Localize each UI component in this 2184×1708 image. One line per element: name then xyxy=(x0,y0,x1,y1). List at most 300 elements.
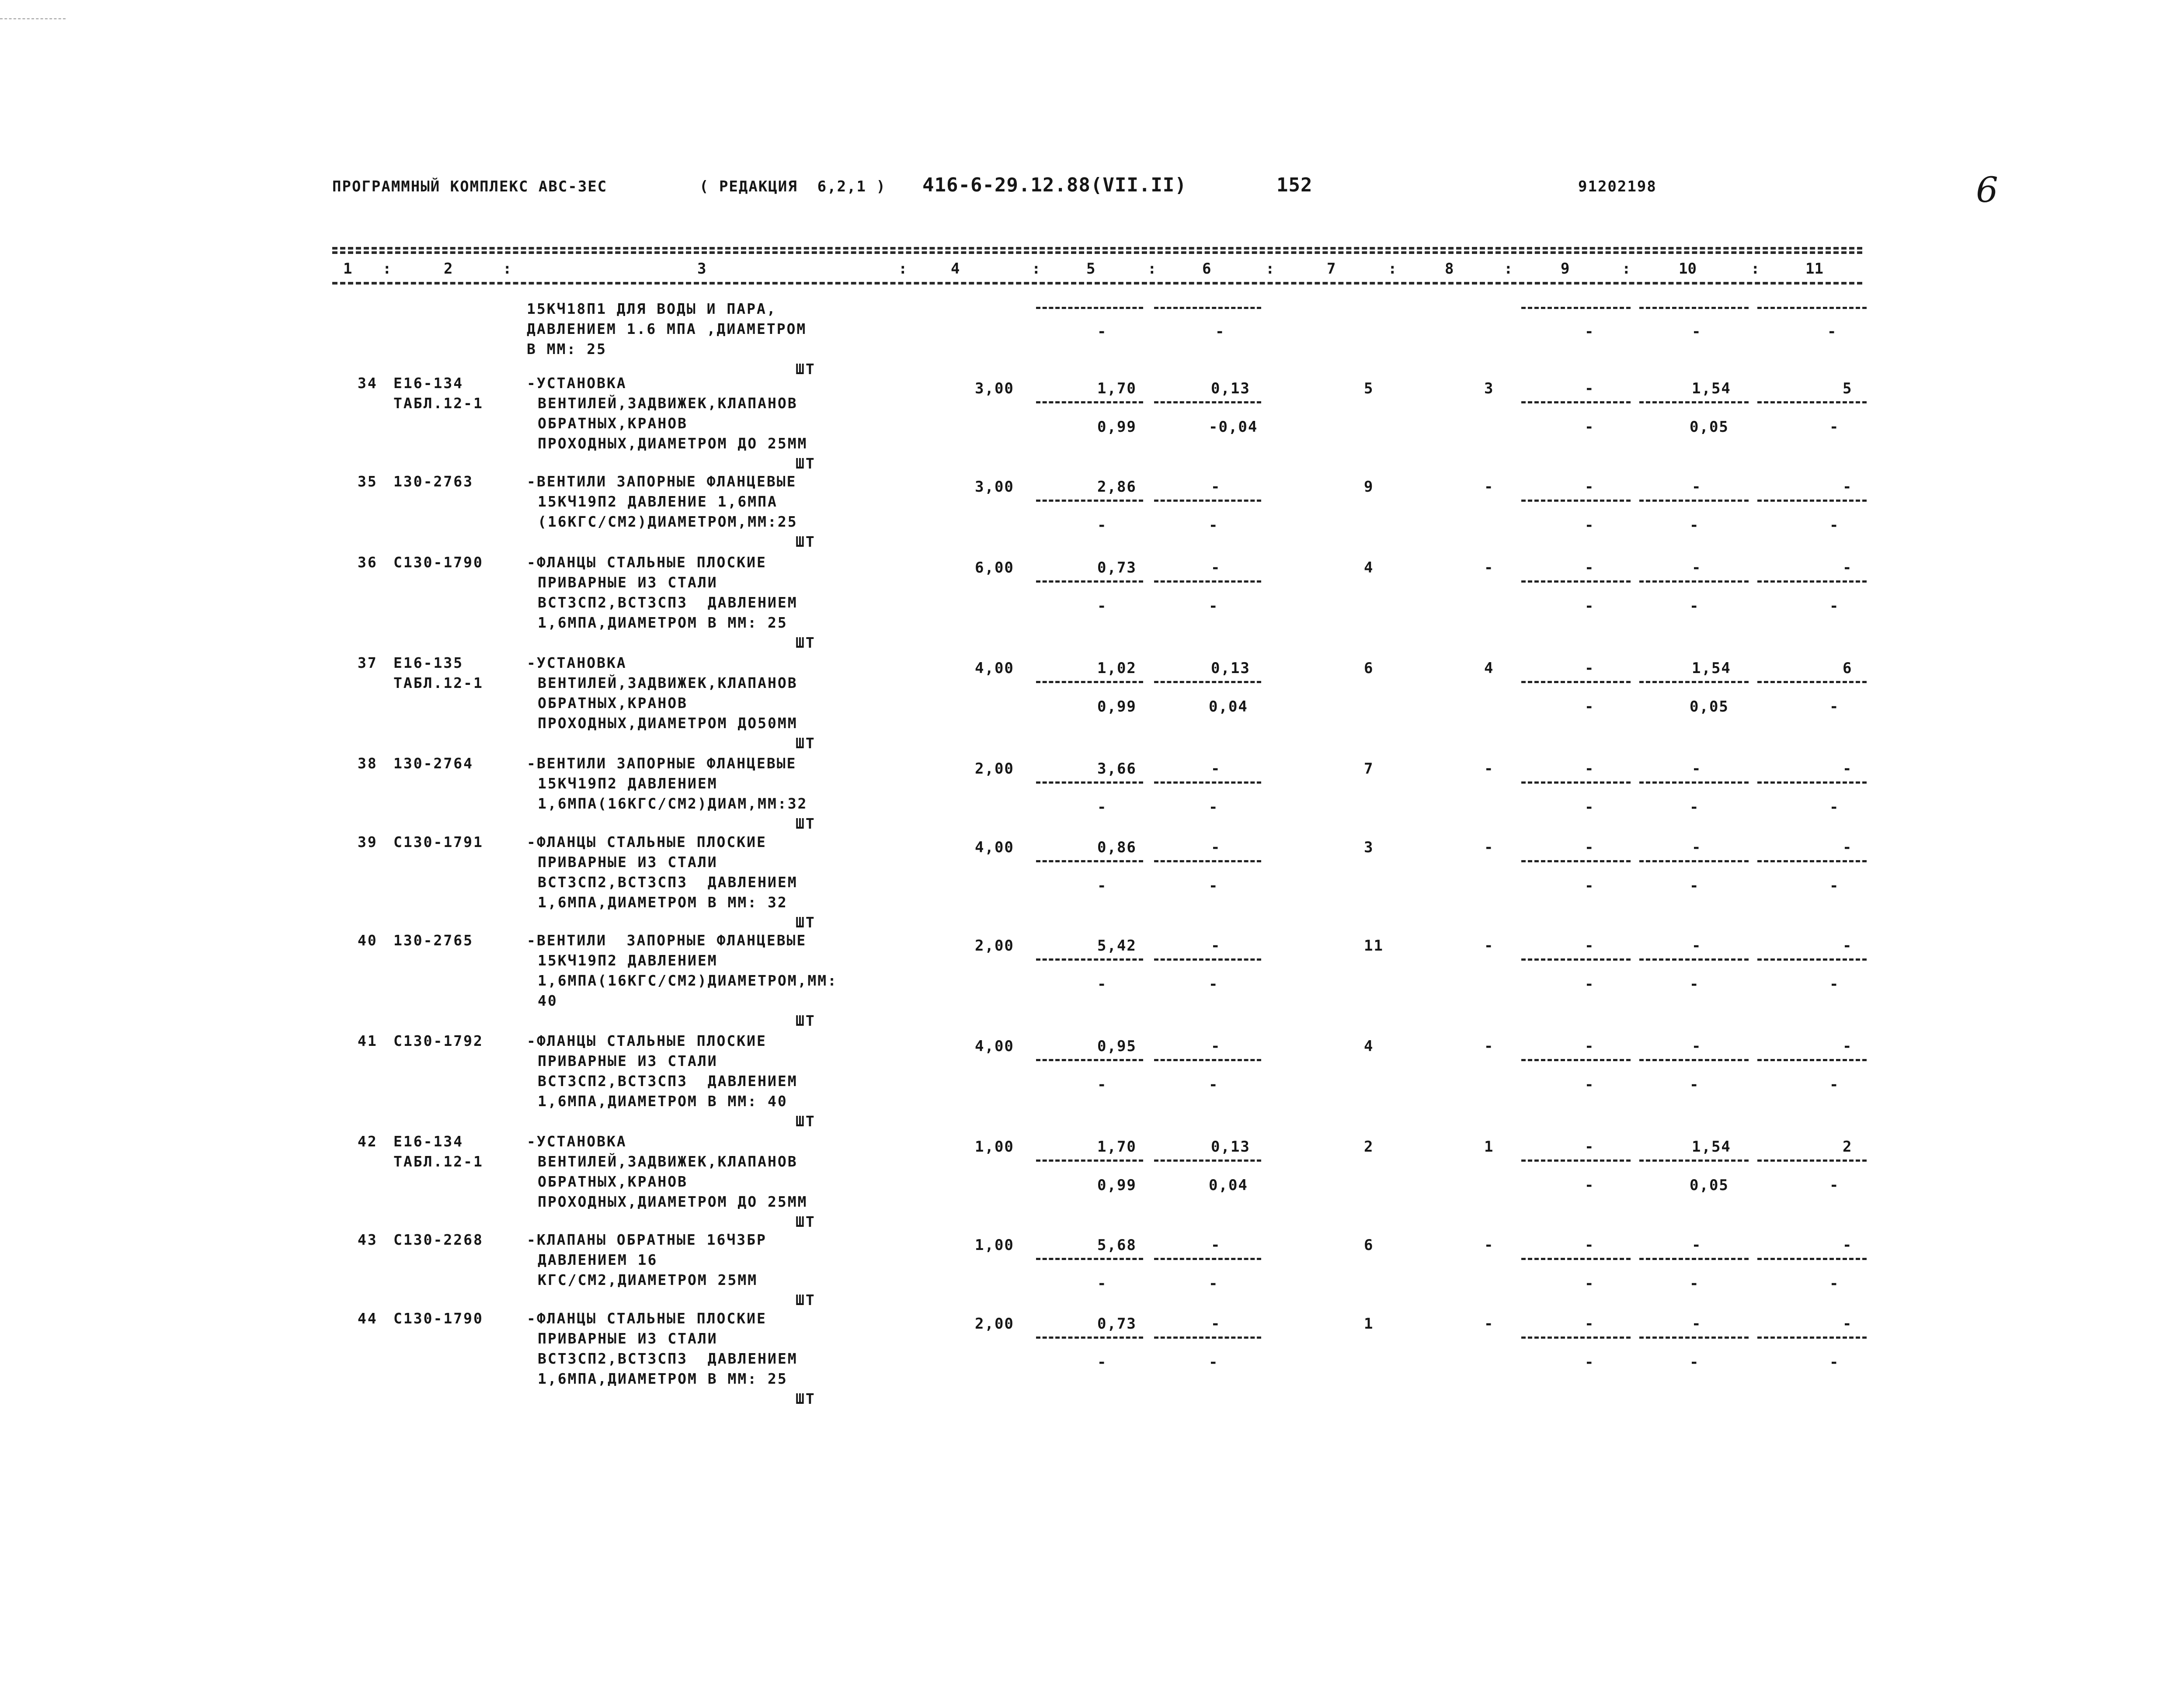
cell-value: 0,13 xyxy=(1211,660,1250,677)
cell-value: - xyxy=(1585,839,1595,856)
cell-value: - xyxy=(1692,839,1702,856)
unit-label: ШТ xyxy=(796,815,816,832)
cell-value: - xyxy=(1843,478,1853,496)
cell-value: 0,13 xyxy=(1211,1138,1250,1156)
subtotal-dash-line xyxy=(1521,860,1631,862)
subtotal-dash-line xyxy=(1036,307,1143,309)
cell-value: -0,04 xyxy=(1209,418,1258,436)
cell-value: - xyxy=(1585,559,1595,576)
subtotal-dash-line xyxy=(1154,401,1261,403)
document-code: 91202198 xyxy=(1578,178,1657,195)
cell-value: - xyxy=(1585,1038,1595,1055)
price-code: С130-1791 xyxy=(393,833,483,851)
cell-value: - xyxy=(1829,1354,1840,1371)
subtotal-dash-line xyxy=(1757,1159,1867,1162)
column-separator: : xyxy=(1032,260,1041,278)
item-description-line: ВЕНТИЛЕЙ,ЗАДВИЖЕК,КЛАПАНОВ xyxy=(538,395,798,412)
cell-value: - xyxy=(1097,1076,1107,1094)
cell-value: - xyxy=(1585,478,1595,496)
column-separator: : xyxy=(898,260,908,278)
unit-label: ШТ xyxy=(796,455,816,472)
item-description-line: 1,6МПА,ДИАМЕТРОМ В ММ: 32 xyxy=(538,894,788,911)
item-description-line: ШТ xyxy=(796,361,816,378)
column-number: 6 xyxy=(1202,260,1211,278)
subtotal-dash-line xyxy=(1639,401,1749,403)
cell-value: 6 xyxy=(1843,660,1853,677)
item-number: 42 xyxy=(358,1133,378,1150)
item-description-line: 1,6МПА(16КГС/СМ2)ДИАМЕТРОМ,ММ: xyxy=(538,972,838,989)
cell-value: 0,99 xyxy=(1097,418,1137,436)
cell-value: - xyxy=(1690,877,1700,895)
header-rule-bottom xyxy=(332,282,1862,285)
cell-value: - xyxy=(1692,1038,1702,1055)
subtotal-dash-line xyxy=(1154,1159,1261,1162)
quantity-cell: 2,00 xyxy=(975,760,1014,778)
cell-value: - xyxy=(1211,559,1221,576)
column-number: 9 xyxy=(1561,260,1570,278)
cell-value: - xyxy=(1209,798,1219,816)
cell-value: - xyxy=(1209,1275,1219,1292)
cell-value: 2,86 xyxy=(1097,478,1137,496)
subtotal-dash-line xyxy=(1757,781,1867,784)
cell-value: - xyxy=(1097,1275,1107,1292)
cell-value: 0,73 xyxy=(1097,559,1137,576)
quantity-cell: 4,00 xyxy=(975,660,1014,677)
edition-label: ( РЕДАКЦИЯ 6,2,1 ) xyxy=(699,178,886,195)
item-description-line: ПРОХОДНЫХ,ДИАМЕТРОМ ДО50ММ xyxy=(538,715,798,732)
item-number: 40 xyxy=(358,932,378,949)
cell-value: 5,42 xyxy=(1097,937,1137,955)
cell-value: 1,70 xyxy=(1097,380,1137,397)
header-rule-top-2 xyxy=(332,251,1862,254)
item-description-line: -УСТАНОВКА xyxy=(527,654,627,671)
price-code: С130-2268 xyxy=(393,1231,483,1248)
column-number: 10 xyxy=(1679,260,1697,278)
cell-value: - xyxy=(1843,1236,1853,1254)
subtotal-dash-line xyxy=(1036,401,1143,403)
cell-value: 0,99 xyxy=(1097,698,1137,715)
cell-value: 5 xyxy=(1364,380,1374,397)
sheet-mark: 6 xyxy=(1976,170,1998,210)
column-number: 4 xyxy=(951,260,960,278)
cell-value: - xyxy=(1690,976,1700,993)
column-separator: : xyxy=(1388,260,1397,278)
item-description-line: 15КЧ19П2 ДАВЛЕНИЕ 1,6МПА xyxy=(538,493,778,510)
subtotal-dash-line xyxy=(1757,1337,1867,1339)
cell-value: - xyxy=(1484,478,1494,496)
item-description-line: -ФЛАНЦЫ СТАЛЬНЫЕ ПЛОСКИЕ xyxy=(527,1310,767,1327)
column-number: 3 xyxy=(697,260,706,278)
subtotal-dash-line xyxy=(1154,958,1261,961)
subtotal-dash-line xyxy=(1757,1059,1867,1061)
subtotal-dash-line xyxy=(1757,580,1867,583)
price-code: С130-1792 xyxy=(393,1032,483,1049)
subtotal-dash-line xyxy=(1757,958,1867,961)
cell-value: 0,04 xyxy=(1209,698,1248,715)
cell-value: 3 xyxy=(1364,839,1374,856)
item-description-line: ПРИВАРНЫЕ ИЗ СТАЛИ xyxy=(538,854,718,871)
cell-value: - xyxy=(1585,976,1595,993)
cell-value: 3,66 xyxy=(1097,760,1137,778)
quantity-cell: 4,00 xyxy=(975,839,1014,856)
item-number: 36 xyxy=(358,554,378,571)
subtotal-dash-line xyxy=(1521,1059,1631,1061)
cell-value: - xyxy=(1585,1315,1595,1333)
item-description-line: ОБРАТНЫХ,КРАНОВ xyxy=(538,694,688,712)
subtotal-dash-line xyxy=(1036,580,1143,583)
subtotal-dash-line xyxy=(1757,307,1867,309)
subtotal-dash-line xyxy=(1521,500,1631,502)
subtotal-dash-line xyxy=(1521,681,1631,683)
unit-label: ШТ xyxy=(796,1113,816,1130)
cell-value: 4 xyxy=(1364,559,1374,576)
header-rule-top xyxy=(332,247,1862,250)
cell-value: - xyxy=(1692,1236,1702,1254)
quantity-cell: 3,00 xyxy=(975,478,1014,496)
cell-value: - xyxy=(1692,478,1702,496)
subtotal-dash-line xyxy=(1521,1258,1631,1260)
cell-value: - xyxy=(1484,1236,1494,1254)
column-number: 7 xyxy=(1327,260,1336,278)
item-description-line: -УСТАНОВКА xyxy=(527,375,627,392)
cell-value: 1,54 xyxy=(1692,660,1731,677)
item-number: 43 xyxy=(358,1231,378,1248)
item-description-line: (16КГС/СМ2)ДИАМЕТРОМ,ММ:25 xyxy=(538,513,798,530)
cell-value: 0,73 xyxy=(1097,1315,1137,1333)
cell-value: - xyxy=(1692,323,1702,340)
subtotal-dash-line xyxy=(1639,781,1749,784)
cell-value: 4 xyxy=(1484,660,1494,677)
cell-value: - xyxy=(1843,1315,1853,1333)
item-description-line: 1,6МПА(16КГС/СМ2)ДИАМ,ММ:32 xyxy=(538,795,808,812)
item-description-line: 40 xyxy=(538,992,558,1009)
cell-value: 0,99 xyxy=(1097,1177,1137,1194)
cell-value: 1,70 xyxy=(1097,1138,1137,1156)
cell-value: - xyxy=(1484,839,1494,856)
cell-value: - xyxy=(1690,1354,1700,1371)
price-code: Е16-134 xyxy=(393,1133,464,1150)
item-description-line: ПРИВАРНЫЕ ИЗ СТАЛИ xyxy=(538,1052,718,1069)
cell-value: - xyxy=(1211,1236,1221,1254)
cell-value: 1,54 xyxy=(1692,1138,1731,1156)
cell-value: - xyxy=(1209,877,1219,895)
quantity-cell: 1,00 xyxy=(975,1138,1014,1156)
item-description-line: В ММ: 25 xyxy=(527,340,607,358)
item-number: 39 xyxy=(358,833,378,851)
item-description-line: ПРОХОДНЫХ,ДИАМЕТРОМ ДО 25ММ xyxy=(538,1193,808,1210)
cell-value: 1,54 xyxy=(1692,380,1731,397)
column-separator: : xyxy=(383,260,392,278)
cell-value: - xyxy=(1585,877,1595,895)
subtotal-dash-line xyxy=(1521,307,1631,309)
item-description-line: 1,6МПА,ДИАМЕТРОМ В ММ: 40 xyxy=(538,1093,788,1110)
project-number: 416-6-29.12.88(VII.II) xyxy=(922,174,1187,196)
subtotal-dash-line xyxy=(1639,1159,1749,1162)
subtotal-dash-line xyxy=(1521,781,1631,784)
cell-value: - xyxy=(1585,323,1595,340)
item-description-line: 15КЧ19П2 ДАВЛЕНИЕМ xyxy=(538,775,718,792)
price-code: 130-2764 xyxy=(393,755,473,772)
cell-value: - xyxy=(1692,559,1702,576)
item-description-line: -КЛАПАНЫ ОБРАТНЫЕ 16Ч3БР xyxy=(527,1231,767,1248)
cell-value: - xyxy=(1829,698,1840,715)
quantity-cell: 6,00 xyxy=(975,559,1014,576)
cell-value: - xyxy=(1209,597,1219,615)
cell-value: 9 xyxy=(1364,478,1374,496)
subtotal-dash-line xyxy=(1639,307,1749,309)
cell-value: - xyxy=(1211,1315,1221,1333)
cell-value: 0,86 xyxy=(1097,839,1137,856)
cell-value: - xyxy=(1690,798,1700,816)
subtotal-dash-line xyxy=(1521,580,1631,583)
item-description-line: -ФЛАНЦЫ СТАЛЬНЫЕ ПЛОСКИЕ xyxy=(527,1032,767,1049)
subtotal-dash-line xyxy=(1154,681,1261,683)
unit-label: ШТ xyxy=(796,914,816,931)
item-description-line: -УСТАНОВКА xyxy=(527,1133,627,1150)
cell-value: - xyxy=(1829,798,1840,816)
subtotal-dash-line xyxy=(1757,401,1867,403)
subtotal-dash-line xyxy=(1639,580,1749,583)
item-description-line: ПРОХОДНЫХ,ДИАМЕТРОМ ДО 25ММ xyxy=(538,435,808,452)
cell-value: 6 xyxy=(1364,1236,1374,1254)
cell-value: - xyxy=(1097,877,1107,895)
quantity-cell: 4,00 xyxy=(975,1038,1014,1055)
subtotal-dash-line xyxy=(1154,781,1261,784)
cell-value: - xyxy=(1829,877,1840,895)
cell-value: 1,02 xyxy=(1097,660,1137,677)
subtotal-dash-line xyxy=(1757,1258,1867,1260)
cell-value: - xyxy=(1690,1275,1700,1292)
subtotal-dash-line xyxy=(1036,1337,1143,1339)
cell-value: - xyxy=(1484,1038,1494,1055)
subtotal-dash-line xyxy=(1757,681,1867,683)
quantity-cell: 2,00 xyxy=(975,1315,1014,1333)
subtotal-dash-line xyxy=(1521,1159,1631,1162)
scan-edge-mark xyxy=(0,18,66,19)
cell-value: - xyxy=(1829,517,1840,534)
subtotal-dash-line xyxy=(1639,958,1749,961)
cell-value: - xyxy=(1097,323,1107,340)
item-number: 34 xyxy=(358,375,378,392)
column-separator: : xyxy=(1622,260,1631,278)
subtotal-dash-line xyxy=(1154,1337,1261,1339)
cell-value: 6 xyxy=(1364,660,1374,677)
cell-value: - xyxy=(1211,760,1221,778)
subtotal-dash-line xyxy=(1154,860,1261,862)
subtotal-dash-line xyxy=(1154,580,1261,583)
subtotal-dash-line xyxy=(1154,307,1261,309)
price-code: ТАБЛ.12-1 xyxy=(393,1153,483,1170)
cell-value: - xyxy=(1843,559,1853,576)
item-description-line: ВСТ3СП2,ВСТ3СП3 ДАВЛЕНИЕМ xyxy=(538,1350,798,1367)
item-description-line: ВЕНТИЛЕЙ,ЗАДВИЖЕК,КЛАПАНОВ xyxy=(538,674,798,691)
cell-value: - xyxy=(1829,1177,1840,1194)
cell-value: - xyxy=(1585,1177,1595,1194)
unit-label: ШТ xyxy=(796,1012,816,1029)
subtotal-dash-line xyxy=(1154,500,1261,502)
cell-value: - xyxy=(1484,1315,1494,1333)
column-number: 11 xyxy=(1805,260,1823,278)
subtotal-dash-line xyxy=(1757,500,1867,502)
cell-value: - xyxy=(1209,1354,1219,1371)
item-description-line: ВЕНТИЛЕЙ,ЗАДВИЖЕК,КЛАПАНОВ xyxy=(538,1153,798,1170)
cell-value: - xyxy=(1097,1354,1107,1371)
cell-value: - xyxy=(1585,798,1595,816)
item-description-line: КГС/СМ2,ДИАМЕТРОМ 25ММ xyxy=(538,1271,758,1288)
subtotal-dash-line xyxy=(1036,681,1143,683)
price-code: С130-1790 xyxy=(393,1310,483,1327)
subtotal-dash-line xyxy=(1036,860,1143,862)
column-number: 2 xyxy=(444,260,453,278)
item-description-line: -ВЕНТИЛИ ЗАПОРНЫЕ ФЛАНЦЕВЫЕ xyxy=(527,755,797,772)
item-number: 38 xyxy=(358,755,378,772)
cell-value: - xyxy=(1692,1315,1702,1333)
cell-value: - xyxy=(1829,418,1840,436)
cell-value: - xyxy=(1829,1076,1840,1094)
cell-value: - xyxy=(1484,937,1494,955)
cell-value: - xyxy=(1829,597,1840,615)
cell-value: 3 xyxy=(1484,380,1494,397)
cell-value: - xyxy=(1585,597,1595,615)
cell-value: - xyxy=(1585,418,1595,436)
item-description-line: ОБРАТНЫХ,КРАНОВ xyxy=(538,1173,688,1190)
item-description-line: 1,6МПА,ДИАМЕТРОМ В ММ: 25 xyxy=(538,1370,788,1387)
unit-label: ШТ xyxy=(796,1291,816,1309)
subtotal-dash-line xyxy=(1036,958,1143,961)
cell-value: - xyxy=(1585,760,1595,778)
column-separator: : xyxy=(1266,260,1275,278)
cell-value: - xyxy=(1690,597,1700,615)
cell-value: - xyxy=(1692,760,1702,778)
item-description-line: -ФЛАНЦЫ СТАЛЬНЫЕ ПЛОСКИЕ xyxy=(527,833,767,851)
price-code: ТАБЛ.12-1 xyxy=(393,395,483,412)
item-description-line: ВСТ3СП2,ВСТ3СП3 ДАВЛЕНИЕМ xyxy=(538,874,798,891)
cell-value: - xyxy=(1585,937,1595,955)
column-number: 8 xyxy=(1445,260,1454,278)
quantity-cell: 2,00 xyxy=(975,937,1014,955)
subtotal-dash-line xyxy=(1639,681,1749,683)
cell-value: - xyxy=(1829,976,1840,993)
cell-value: 4 xyxy=(1364,1038,1374,1055)
item-description-line: ВСТ3СП2,ВСТ3СП3 ДАВЛЕНИЕМ xyxy=(538,594,798,611)
subtotal-dash-line xyxy=(1639,860,1749,862)
cell-value: - xyxy=(1690,517,1700,534)
cell-value: - xyxy=(1690,1076,1700,1094)
cell-value: - xyxy=(1209,517,1219,534)
column-separator: : xyxy=(1148,260,1157,278)
cell-value: 7 xyxy=(1364,760,1374,778)
subtotal-dash-line xyxy=(1639,1337,1749,1339)
cell-value: - xyxy=(1209,976,1219,993)
column-separator: : xyxy=(1751,260,1760,278)
cell-value: - xyxy=(1209,1076,1219,1094)
cell-value: - xyxy=(1211,839,1221,856)
cell-value: 2 xyxy=(1364,1138,1374,1156)
item-description-line: 1,6МПА,ДИАМЕТРОМ В ММ: 25 xyxy=(538,614,788,631)
item-description-line: ВСТ3СП2,ВСТ3СП3 ДАВЛЕНИЕМ xyxy=(538,1073,798,1090)
cell-value: - xyxy=(1097,798,1107,816)
column-separator: : xyxy=(503,260,512,278)
column-separator: : xyxy=(1504,260,1513,278)
cell-value: 0,04 xyxy=(1209,1177,1248,1194)
cell-value: - xyxy=(1829,1275,1840,1292)
subtotal-dash-line xyxy=(1521,1337,1631,1339)
unit-label: ШТ xyxy=(796,533,816,550)
subtotal-dash-line xyxy=(1521,401,1631,403)
item-description-line: ПРИВАРНЫЕ ИЗ СТАЛИ xyxy=(538,1330,718,1347)
cell-value: 11 xyxy=(1364,937,1384,955)
item-number: 44 xyxy=(358,1310,378,1327)
price-code: 130-2765 xyxy=(393,932,473,949)
cell-value: 1 xyxy=(1484,1138,1494,1156)
cell-value: - xyxy=(1211,937,1221,955)
item-number: 41 xyxy=(358,1032,378,1049)
item-description-line: -ВЕНТИЛИ ЗАПОРНЫЕ ФЛАНЦЕВЫЕ xyxy=(527,932,807,949)
cell-value: - xyxy=(1585,1076,1595,1094)
item-number: 35 xyxy=(358,473,378,490)
cell-value: - xyxy=(1585,1138,1595,1156)
cell-value: - xyxy=(1211,478,1221,496)
subtotal-dash-line xyxy=(1154,1258,1261,1260)
cell-value: 2 xyxy=(1843,1138,1853,1156)
item-description-line: ОБРАТНЫХ,КРАНОВ xyxy=(538,415,688,432)
cell-value: 5 xyxy=(1843,380,1853,397)
cell-value: 0,05 xyxy=(1690,1177,1729,1194)
cell-value: - xyxy=(1097,976,1107,993)
subtotal-dash-line xyxy=(1154,1059,1261,1061)
cell-value: - xyxy=(1585,1354,1595,1371)
cell-value: - xyxy=(1585,1275,1595,1292)
subtotal-dash-line xyxy=(1639,500,1749,502)
cell-value: 0,05 xyxy=(1690,698,1729,715)
subtotal-dash-line xyxy=(1639,1258,1749,1260)
unit-label: ШТ xyxy=(796,1390,816,1407)
item-description-line: -ФЛАНЦЫ СТАЛЬНЫЕ ПЛОСКИЕ xyxy=(527,554,767,571)
subtotal-dash-line xyxy=(1036,500,1143,502)
cell-value: - xyxy=(1585,380,1595,397)
price-code: С130-1790 xyxy=(393,554,483,571)
cell-value: - xyxy=(1843,1038,1853,1055)
column-number: 5 xyxy=(1086,260,1095,278)
item-description-line: -ВЕНТИЛИ ЗАПОРНЫЕ ФЛАНЦЕВЫЕ xyxy=(527,473,797,490)
cell-value: 0,05 xyxy=(1690,418,1729,436)
cell-value: - xyxy=(1843,760,1853,778)
quantity-cell: 3,00 xyxy=(975,380,1014,397)
item-number: 37 xyxy=(358,654,378,671)
cell-value: 1 xyxy=(1364,1315,1374,1333)
cell-value: - xyxy=(1097,597,1107,615)
program-title: ПРОГРАММНЫЙ КОМПЛЕКС АВС-ЗЕС xyxy=(332,178,608,195)
cell-value: - xyxy=(1215,323,1225,340)
cell-value: - xyxy=(1827,323,1837,340)
subtotal-dash-line xyxy=(1036,1159,1143,1162)
cell-value: - xyxy=(1843,839,1853,856)
cell-value: 0,95 xyxy=(1097,1038,1137,1055)
column-number: 1 xyxy=(343,260,352,278)
price-code: Е16-135 xyxy=(393,654,464,671)
item-description-line: 15КЧ18П1 ДЛЯ ВОДЫ И ПАРА, xyxy=(527,300,777,317)
subtotal-dash-line xyxy=(1757,860,1867,862)
subtotal-dash-line xyxy=(1639,1059,1749,1061)
unit-label: ШТ xyxy=(796,634,816,651)
subtotal-dash-line xyxy=(1036,1059,1143,1061)
subtotal-dash-line xyxy=(1521,958,1631,961)
item-description-line: 15КЧ19П2 ДАВЛЕНИЕМ xyxy=(538,952,718,969)
cell-value: - xyxy=(1484,760,1494,778)
price-code: Е16-134 xyxy=(393,375,464,392)
item-description-line: ПРИВАРНЫЕ ИЗ СТАЛИ xyxy=(538,574,718,591)
cell-value: 0,13 xyxy=(1211,380,1250,397)
